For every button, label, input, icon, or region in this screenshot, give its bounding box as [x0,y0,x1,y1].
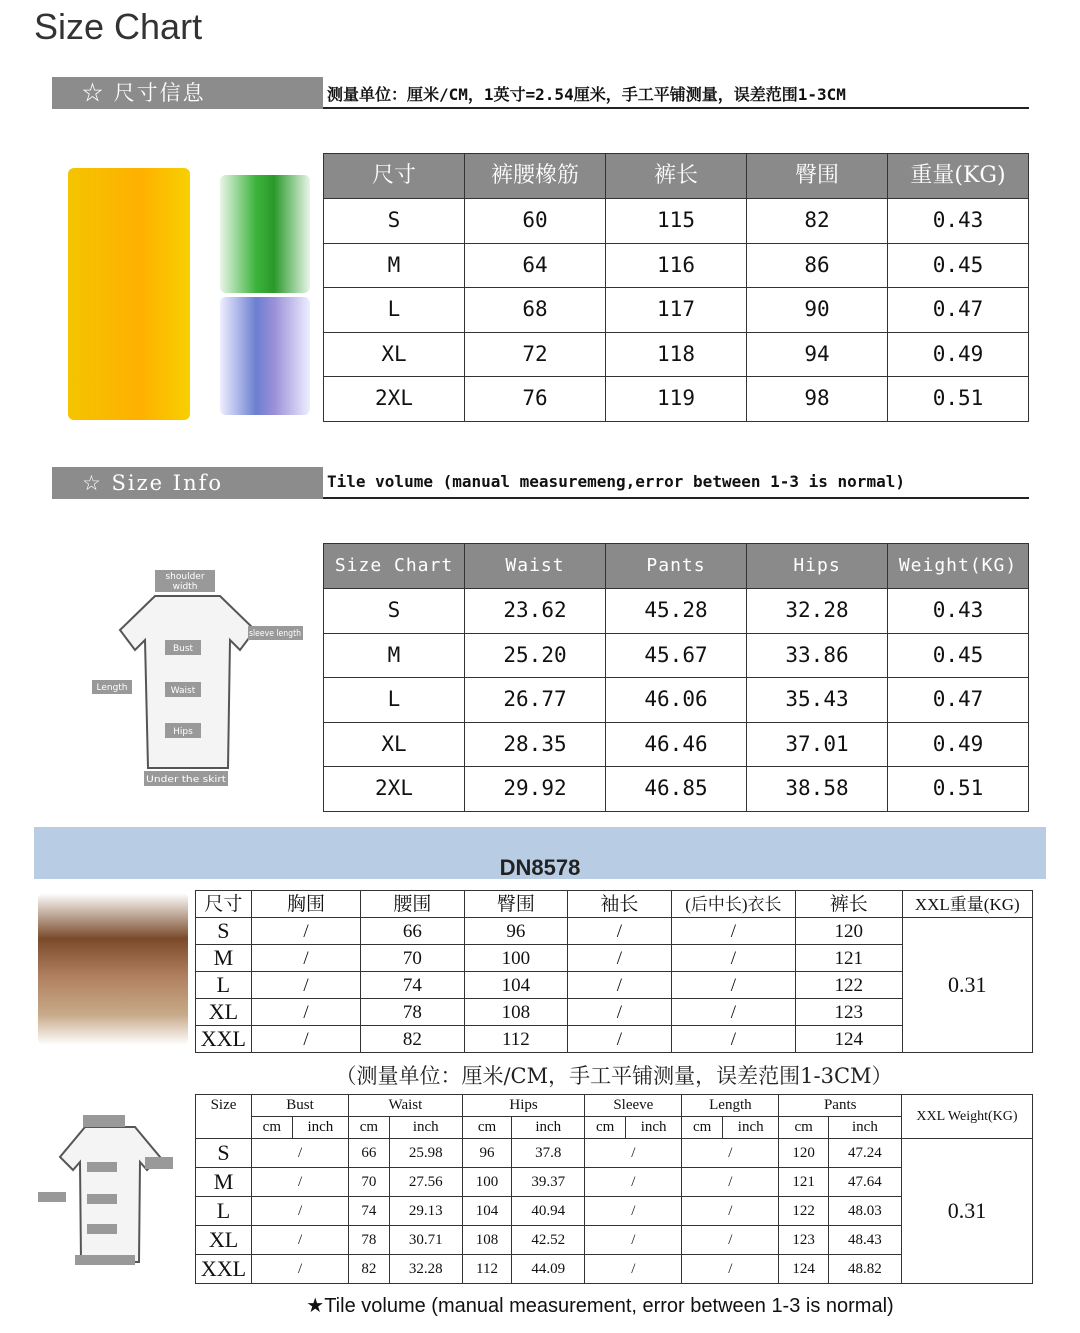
measurement-note-en: Tile volume (manual measuremeng,error between 1-3 is normal) [323,472,1029,499]
table-cell: 82 [349,1255,390,1284]
table-cell: 66 [361,918,465,945]
table-cell: 37.01 [747,722,888,767]
table-cell: 112 [462,1255,511,1284]
column-header: 裤长 [606,154,747,199]
table-row [196,918,1033,945]
column-header: XXL重量(KG) [902,891,1032,918]
product-code: DN8578 [499,855,581,880]
header-row [324,544,1029,589]
column-header: (后中长)衣长 [671,891,795,918]
models-photo [38,893,188,1045]
unit-inch: inch [625,1117,681,1139]
table-cell: / [251,945,360,972]
table-cell: 0.49 [888,332,1029,377]
table-cell: 0.47 [888,288,1029,333]
table-cell: / [585,1139,682,1168]
table-cell: / [251,918,360,945]
table-cell: 74 [361,972,465,999]
unit-cm: cm [585,1117,626,1139]
footer-note: ★Tile volume (manual measurement, error between 1-3 is normal) [306,1295,894,1317]
table-row [324,767,1029,812]
table-cell: 118 [606,332,747,377]
table-cell: 74 [349,1197,390,1226]
table-cell: / [568,1026,672,1053]
column-header: Sleeve [585,1095,682,1117]
table-cell: L [196,1197,252,1226]
table-cell: 40.94 [512,1197,585,1226]
size-table-dn8578-cn [195,890,1033,1053]
section-header-cn: ☆ 尺寸信息 [52,77,323,109]
table-cell: M [196,945,252,972]
table-cell: 0.45 [888,243,1029,288]
blue-pants-image [220,297,310,415]
unit-cm: cm [779,1117,828,1139]
table-cell: / [682,1168,779,1197]
table-cell: 25.98 [389,1139,462,1168]
column-header: 袖长 [568,891,672,918]
table-cell: 44.09 [512,1255,585,1284]
table-cell: 0.49 [888,722,1029,767]
table-cell: / [568,999,672,1026]
table-cell: 120 [796,918,902,945]
table-cell: 25.20 [465,633,606,678]
table-cell: L [196,972,252,999]
table-cell: 60 [465,199,606,244]
column-header: Waist [465,544,606,589]
table-cell: 47.24 [828,1139,901,1168]
table-cell: / [568,945,672,972]
table-cell: 124 [779,1255,828,1284]
column-header: Bust [252,1095,349,1117]
column-header: Pants [779,1095,902,1117]
column-header: 裤腰橡筋 [465,154,606,199]
table-cell: 23.62 [465,589,606,634]
size-table-en [323,543,1029,812]
table-row [324,243,1029,288]
table-cell: 0.51 [888,767,1029,812]
table-cell: / [251,999,360,1026]
table-cell: L [324,678,465,723]
measurement-note-dn8578: （测量单位：厘米/CM，手工平铺测量，误差范围1-3CM） [335,1064,893,1088]
table-row [324,722,1029,767]
table-cell: / [252,1139,349,1168]
table-row [324,199,1029,244]
table-cell: 35.43 [747,678,888,723]
table-cell: 90 [747,288,888,333]
table-cell: 29.13 [389,1197,462,1226]
diagram-label-bust: Bust [172,644,194,654]
table-cell: M [324,243,465,288]
table-cell: 100 [462,1168,511,1197]
table-cell: / [585,1226,682,1255]
table-row [196,1139,1033,1168]
table-cell: 78 [361,999,465,1026]
table-cell: / [252,1197,349,1226]
table-cell: 76 [465,377,606,422]
table-cell: 115 [606,199,747,244]
column-header: 胸围 [251,891,360,918]
table-cell: / [671,972,795,999]
unit-inch: inch [512,1117,585,1139]
table-cell: 0.43 [888,199,1029,244]
unit-cm: cm [349,1117,390,1139]
table-cell: 0.45 [888,633,1029,678]
table-cell: 123 [779,1226,828,1255]
table-cell: 0.51 [888,377,1029,422]
table-cell: L [324,288,465,333]
table-cell: 123 [796,999,902,1026]
table-cell: / [252,1168,349,1197]
table-cell: / [682,1255,779,1284]
table-cell: / [585,1197,682,1226]
table-row [324,288,1029,333]
table-cell: 121 [779,1168,828,1197]
table-cell: 70 [349,1168,390,1197]
unit-cm: cm [462,1117,511,1139]
column-header: XXL Weight(KG) [902,1095,1033,1139]
unit-inch: inch [828,1117,901,1139]
table-cell: 124 [796,1026,902,1053]
unit-inch: inch [722,1117,778,1139]
table-cell: 32.28 [389,1255,462,1284]
table-cell: / [251,972,360,999]
table-cell: XL [324,722,465,767]
header-row [196,891,1033,918]
table-cell: 33.86 [747,633,888,678]
table-cell: S [196,1139,252,1168]
table-cell: 48.03 [828,1197,901,1226]
column-header: 重量(KG) [888,154,1029,199]
table-row [324,589,1029,634]
diagram-label-shoulder-width: shoulder width [165,572,205,592]
table-cell: S [324,199,465,244]
size-table-cn [323,153,1029,422]
diagram-label-under-skirt: Under the skirt [146,775,227,785]
table-cell: 0.43 [888,589,1029,634]
size-table-dn8578-en [195,1094,1033,1284]
table-cell: / [568,972,672,999]
table-cell: XL [196,999,252,1026]
column-header: Weight(KG) [888,544,1029,589]
table-cell: 82 [747,199,888,244]
table-cell: 26.77 [465,678,606,723]
diagram-label-sleeve-length: sleeve length [249,629,301,639]
table-cell: / [252,1255,349,1284]
table-cell: S [324,589,465,634]
table-cell: 119 [606,377,747,422]
table-cell: 122 [796,972,902,999]
table-cell: 47.64 [828,1168,901,1197]
table-cell: / [585,1168,682,1197]
diagram-label-waist: Waist [170,686,196,696]
table-cell: / [671,918,795,945]
table-cell: XXL [196,1255,252,1284]
table-cell: M [196,1168,252,1197]
table-cell: 108 [462,1226,511,1255]
column-header: Hips [747,544,888,589]
column-header: Waist [349,1095,463,1117]
table-cell: 108 [464,999,568,1026]
table-cell: 37.8 [512,1139,585,1168]
header-row [196,1095,1033,1117]
table-cell: / [585,1255,682,1284]
table-cell: 45.28 [606,589,747,634]
table-cell: 104 [464,972,568,999]
table-cell: 78 [349,1226,390,1255]
table-cell: 27.56 [389,1168,462,1197]
table-cell: / [251,1026,360,1053]
table-cell: 98 [747,377,888,422]
table-cell: 112 [464,1026,568,1053]
table-cell: 100 [464,945,568,972]
table-cell: 68 [465,288,606,333]
column-header: Length [682,1095,779,1117]
table-cell: 46.46 [606,722,747,767]
diagram-label-length: Length [96,683,128,693]
table-row [324,678,1029,723]
table-cell: / [682,1139,779,1168]
column-header: 臀围 [464,891,568,918]
table-cell: 122 [779,1197,828,1226]
table-row [324,377,1029,422]
column-header: Size Chart [324,544,465,589]
unit-inch: inch [389,1117,462,1139]
yellow-pants-image [68,168,190,420]
table-cell: 121 [796,945,902,972]
column-header: Size [196,1095,252,1117]
table-cell: 116 [606,243,747,288]
table-cell: 2XL [324,767,465,812]
table-cell: / [671,999,795,1026]
table-cell: 46.85 [606,767,747,812]
table-cell: 2XL [324,377,465,422]
column-header: 尺寸 [196,891,252,918]
dress-diagram-small-icon [35,1112,185,1272]
table-cell: M [324,633,465,678]
measurement-note-cn: 测量单位：厘米/CM，1英寸=2.54厘米，手工平铺测量，误差范围1-3CM [323,82,1029,109]
table-cell: 48.82 [828,1255,901,1284]
section-header-en: ☆ Size Info [52,467,323,499]
table-cell: 117 [606,288,747,333]
table-cell: 0.47 [888,678,1029,723]
empty-cell [196,1117,252,1139]
column-header: 裤长 [796,891,902,918]
table-cell: 29.92 [465,767,606,812]
header-row [324,154,1029,199]
table-cell: 96 [462,1139,511,1168]
unit-inch: inch [292,1117,348,1139]
weight-cell: 0.31 [902,1139,1033,1284]
table-row [324,332,1029,377]
table-cell: 42.52 [512,1226,585,1255]
unit-cm: cm [682,1117,723,1139]
table-cell: 48.43 [828,1226,901,1255]
diagram-label-hips: Hips [173,727,193,737]
table-cell: 64 [465,243,606,288]
table-cell: 46.06 [606,678,747,723]
unit-cm: cm [252,1117,293,1139]
table-cell: 82 [361,1026,465,1053]
green-pants-image [220,175,310,293]
table-cell: 30.71 [389,1226,462,1255]
table-cell: / [682,1226,779,1255]
table-cell: XL [324,332,465,377]
table-cell: / [682,1197,779,1226]
weight-cell: 0.31 [902,918,1032,1053]
page-title: Size Chart [34,6,203,47]
table-cell: / [568,918,672,945]
table-cell: 66 [349,1139,390,1168]
table-cell: 120 [779,1139,828,1168]
table-cell: 39.37 [512,1168,585,1197]
column-header: 尺寸 [324,154,465,199]
table-row [324,633,1029,678]
table-cell: 104 [462,1197,511,1226]
column-header: Pants [606,544,747,589]
table-cell: 96 [464,918,568,945]
table-cell: / [671,1026,795,1053]
column-header: Hips [462,1095,585,1117]
dress-diagram-icon [80,568,305,792]
table-cell: 94 [747,332,888,377]
table-cell: 28.35 [465,722,606,767]
column-header: 腰围 [361,891,465,918]
table-cell: / [671,945,795,972]
table-cell: 38.58 [747,767,888,812]
table-cell: XXL [196,1026,252,1053]
table-cell: 72 [465,332,606,377]
table-cell: 45.67 [606,633,747,678]
table-cell: 70 [361,945,465,972]
column-header: 臀围 [747,154,888,199]
table-cell: 32.28 [747,589,888,634]
table-cell: / [252,1226,349,1255]
table-cell: 86 [747,243,888,288]
table-cell: XL [196,1226,252,1255]
table-cell: S [196,918,252,945]
